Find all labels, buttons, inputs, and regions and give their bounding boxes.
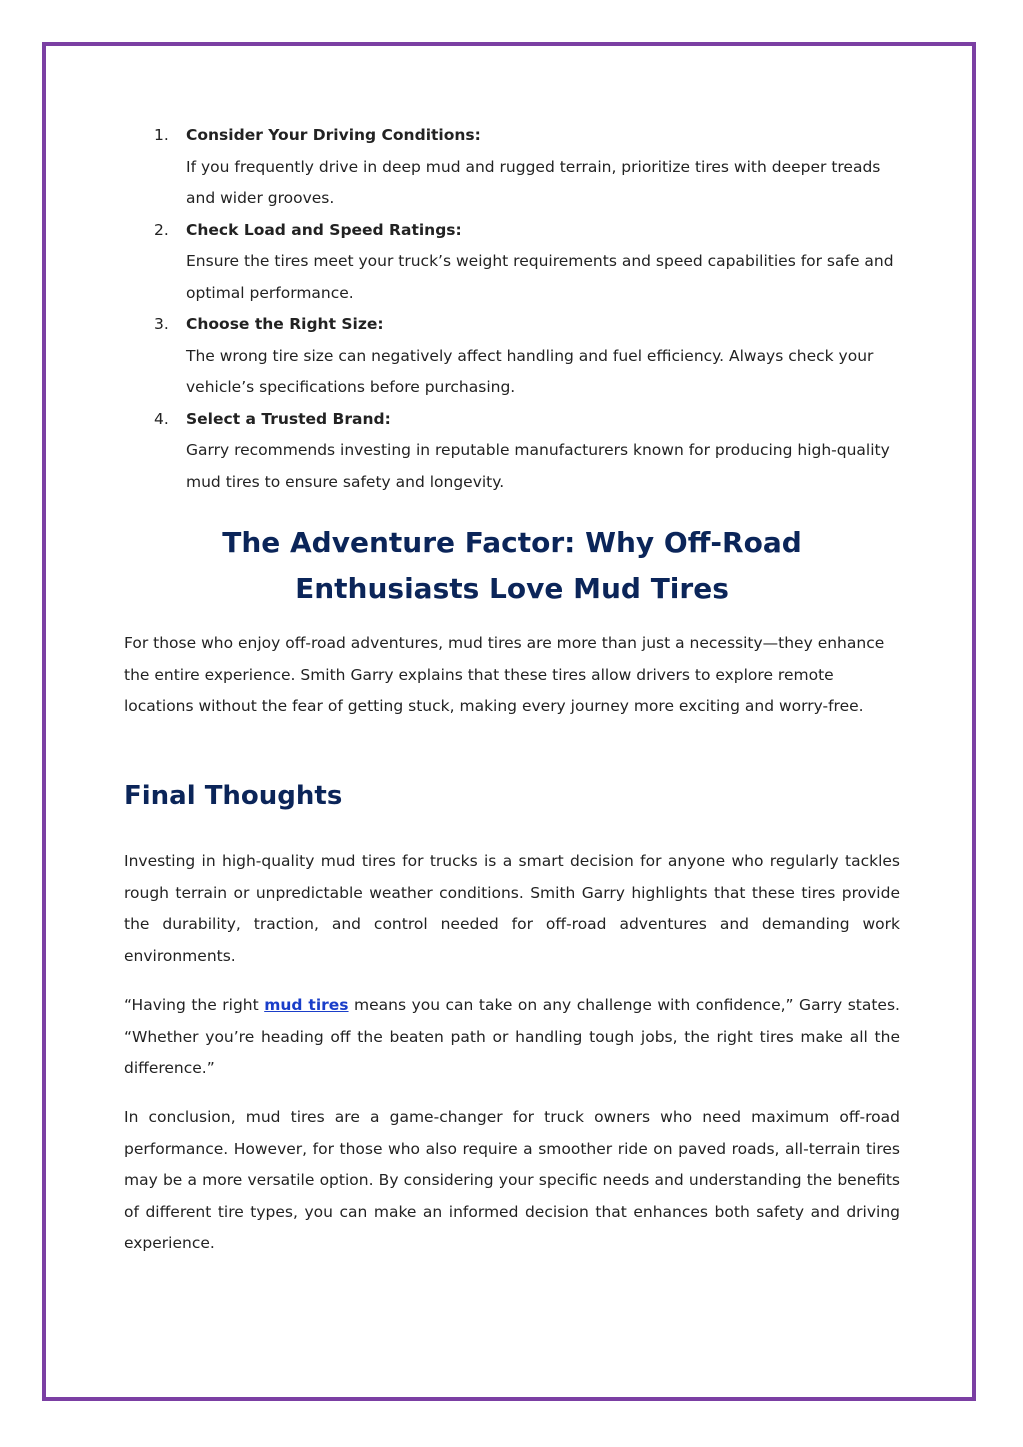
list-item-title: Consider Your Driving Conditions: [186,126,481,144]
list-item-text: Garry recommends investing in reputable manufacturers known for producing high-quality mud tires to ensure safety and longevity. [186,441,890,491]
tire-selection-list [124,120,900,498]
list-item-title: Check Load and Speed Ratings: [186,220,462,239]
list-item-number: 3. [154,315,169,333]
list-item-title: Choose the Right Size: [186,315,384,333]
final-thoughts-heading: Final Thoughts [124,781,343,811]
list-item [124,215,900,310]
list-item-text: The wrong tire size can negatively affect handling and fuel efficiency. Always check your vehicle’s specifications before purchasing. [186,346,874,396]
final-paragraph-conclusion: In conclusion, mud tires are a game-changer for truck owners who need maximum off-road performance. However, for those who also require a smoother ride on paved roads, all-terrain tires may be a more versatile option. By considering your specific needs and understanding the benefits of different tire types, you can make an informed decision that enhances both safety and driving experience. [124,1108,900,1252]
list-item [124,404,900,499]
list-item [124,120,900,215]
list-item-title: Select a Trusted Brand: [186,409,391,428]
quote-text-before: “Having the right [124,996,265,1014]
list-item-number: 2. [154,220,169,239]
list-item-text: If you frequently drive in deep mud and rugged terrain, prioritize tires with deeper treads and wider grooves. [186,157,881,207]
list-item [124,309,900,404]
quote-text-after: means you can take on any challenge with confidence,” Garry states. “Whether you’re heading off the beaten path or handling tough jobs, the right tires make all the difference.” [124,996,900,1077]
adventure-heading [124,520,900,612]
adventure-heading-line1: The Adventure Factor: Why Off-Road [222,526,802,559]
list-item-number: 1. [154,126,169,144]
list-item-number: 4. [154,409,169,428]
list-item-text: Ensure the tires meet your truck’s weight requirements and speed capabilities for safe and optimal performance. [186,252,894,302]
adventure-paragraph: For those who enjoy off-road adventures, mud tires are more than just a necessity—they enhance the entire experience. Smith Garry explains that these tires allow drivers to explore remote locations without the fear of getting stuck, making every journey more exciting and worry-free. [124,634,885,715]
mud-tires-link[interactable]: mud tires [264,996,349,1014]
final-paragraph-investing: Investing in high-quality mud tires for trucks is a smart decision for anyone who regularly tackles rough terrain or unpredictable weather conditions. Smith Garry highlights that these tires provide the durability, traction, and control needed for off-road adventures and demanding work environments. [124,852,900,965]
adventure-heading-line2: Enthusiasts Love Mud Tires [295,572,729,605]
final-paragraph-quote [124,990,900,1085]
